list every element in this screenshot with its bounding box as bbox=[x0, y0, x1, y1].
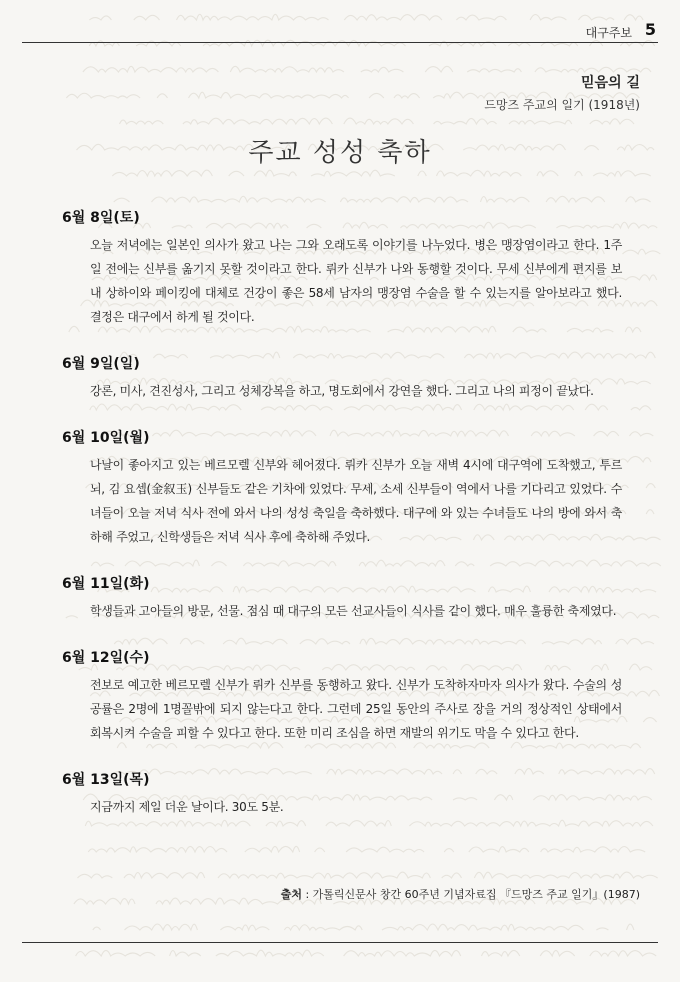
entry-text: 나날이 좋아지고 있는 베르모렐 신부와 헤어졌다. 뤼카 신부가 오늘 새벽 4시에 대구역에 도착했고, 투르뇌, 김 요셉(金叙玉) 신부들도 같은 기차에 있었다. 무세, 소세 신부들이 역에서 나를 기다리고 있었다. 수녀들이 오늘 저녁 식사 전에 와서 나의 성성 축일을 축하했다. 대구에 와 있는 수녀들도 나의 방에 와서 축하해 주었고, 신학생들은 저녁 식사 후에 축하해 주었다. bbox=[90, 458, 622, 544]
handwriting-line bbox=[120, 118, 655, 124]
handwriting-line bbox=[78, 872, 658, 878]
handwriting-line bbox=[88, 846, 660, 852]
publication-name: 대구주보 bbox=[585, 26, 632, 40]
entry-text: 오늘 저녁에는 일본인 의사가 왔고 나는 그와 오래도록 이야기를 나누었다. 병은 맹장염이라고 한다. 1주일 전에는 신부를 옮기지 못할 것이라고 한다. 뤼카 신부가 나와 동행할 것이다. 무세 신부에게 편지를 보내 상하이와 페이킹에 대체로 건강이 좋은 58세 남자의 맹장염 수술을 할 수 있는지를 알아보라고 했다. 결정은 대구에서 하게 될 것이다. bbox=[90, 238, 622, 324]
diary-entries bbox=[62, 207, 622, 843]
page-header bbox=[22, 8, 658, 43]
series-title: 믿음의 길 bbox=[581, 75, 640, 91]
source-label: 출처 bbox=[280, 888, 302, 901]
series-subtitle: 드망즈 주교의 일기 (1918년) bbox=[484, 98, 640, 112]
source-text: : 가톨릭신문사 창간 60주년 기념자료집 『드망즈 주교 일기』(1987) bbox=[301, 888, 640, 901]
entry-date: 6월 9일(일) bbox=[62, 356, 140, 372]
article-title: 주교 성성 축하 bbox=[248, 138, 432, 168]
handwriting-line bbox=[93, 924, 656, 930]
diary-entry bbox=[62, 769, 622, 819]
entry-text: 지금까지 제일 더운 날이다. 30도 5분. bbox=[90, 800, 284, 814]
entry-date: 6월 11일(화) bbox=[62, 576, 150, 592]
diary-entry bbox=[62, 573, 622, 623]
diary-entry bbox=[62, 207, 622, 329]
handwriting-line bbox=[114, 196, 651, 202]
entry-text: 학생들과 고아들의 방문, 선물. 점심 때 대구의 모든 선교사들이 식사를 같이 했다. 매우 훌륭한 축제였다. bbox=[90, 604, 617, 618]
entry-text: 전보로 예고한 베르모렐 신부가 뤼카 신부를 동행하고 왔다. 신부가 도착하자마자 의사가 왔다. 수술의 성공률은 2명에 1명꼴밖에 되지 않는다고 한다. 그런데 25일 동안의 주사로 장을 거의 정상적인 상태에서 회복시켜 수술을 피할 수 있다고 한다. 또한 미리 조심을 하면 재발의 위기도 막을 수 있다고 한다. bbox=[90, 678, 622, 740]
entry-date: 6월 10일(월) bbox=[62, 430, 150, 446]
diary-entry bbox=[62, 353, 622, 403]
entry-date: 6월 12일(수) bbox=[62, 650, 150, 666]
diary-entry bbox=[62, 647, 622, 745]
diary-entry bbox=[62, 427, 622, 549]
handwriting-line bbox=[112, 170, 650, 176]
entry-date: 6월 13일(목) bbox=[62, 772, 150, 788]
entry-text: 강론, 미사, 견진성사, 그리고 성체강복을 하고, 명도회에서 강연을 했다. 그리고 나의 피정이 끝났다. bbox=[90, 384, 594, 398]
series-heading bbox=[484, 72, 640, 113]
entry-date: 6월 8일(토) bbox=[62, 210, 140, 226]
handwriting-line bbox=[76, 950, 657, 956]
source-citation bbox=[281, 886, 640, 902]
footer-divider bbox=[22, 942, 658, 943]
page-number: 5 bbox=[644, 20, 656, 39]
